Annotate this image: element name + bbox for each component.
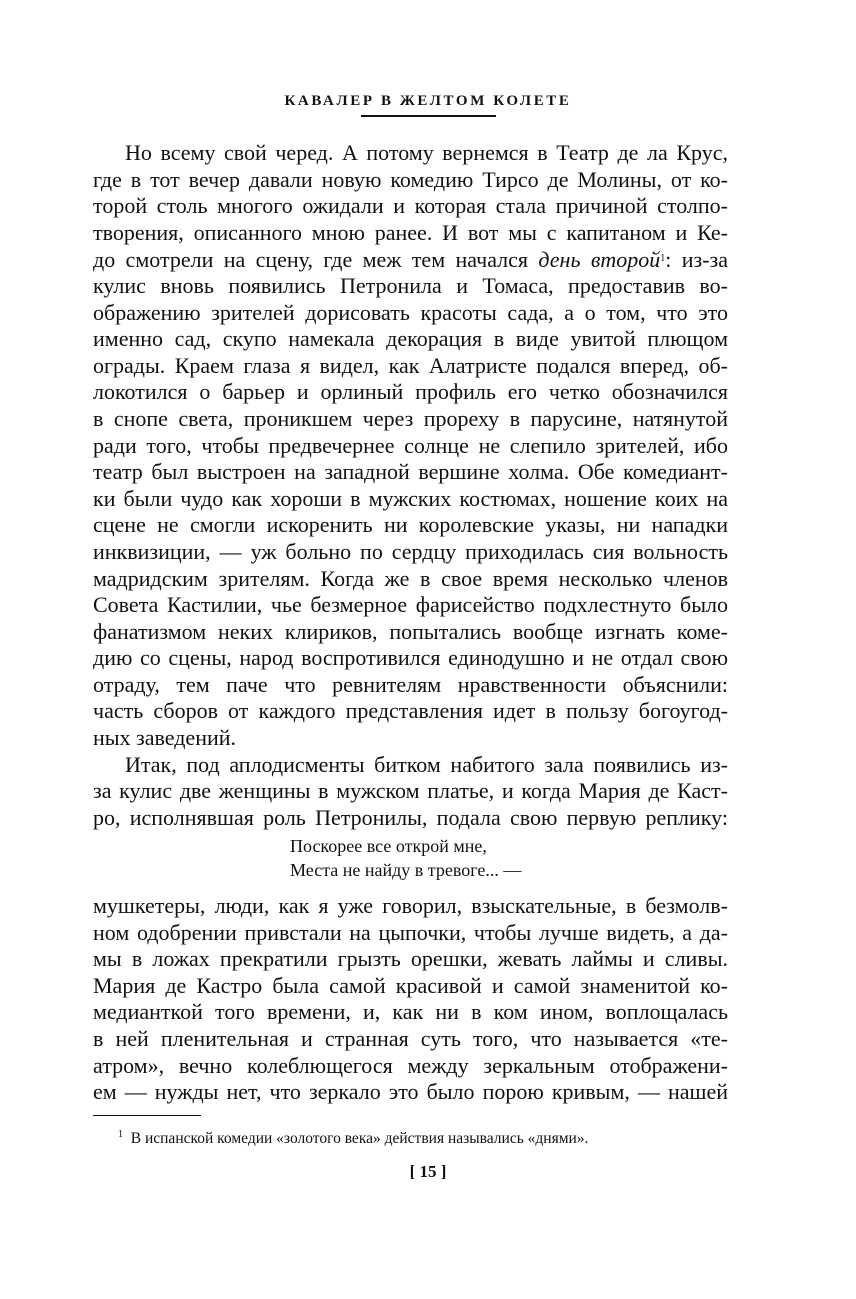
text-line: ро, исполнявшая роль Петронилы, подала свою первую реплику: [93, 804, 728, 830]
text-line: часть сборов от каждого представления идет в пользу богоугод- [93, 698, 728, 724]
text-line: за кулис две женщины в мужском платье, и когда Мария де Каст- [93, 778, 728, 804]
paragraph-2 [93, 752, 728, 832]
text-line: ем — нужды нет, что зеркало это было порою кривым, — нашей [93, 1079, 728, 1105]
text-line: ограды. Краем глаза я видел, как Алатристе подался вперед, об- [93, 352, 728, 378]
footnote-rule [93, 1115, 201, 1116]
footnote-text: В испанской комедии «золотого века» действия назывались «днями». [130, 1130, 589, 1147]
text-line: мушкетеры, люди, как я уже говорил, взыскательные, в безмолв- [93, 893, 728, 918]
text-line: медианткой того времени, и, как ни в ком ином, воплощалась [93, 999, 728, 1025]
text-line: ради того, чтобы предвечернее солнце не слепило зрителей, ибо [93, 432, 728, 458]
paragraph-3 [93, 893, 728, 1106]
italic-phrase: день второй [538, 247, 661, 273]
text-line: ных заведений. [93, 725, 237, 751]
running-header-title: КАВАЛЕР В ЖЕЛТОМ КОЛЕТЕ [284, 93, 572, 109]
text-line: Совета Кастилии, чье безмерное фарисейство подхлестнуто было [93, 592, 728, 618]
text-line: Итак, под аплодисменты битком набитого зала появились из- [125, 751, 728, 777]
text-line: в снопе света, проникшем через прореху в парусине, натянутой [93, 405, 728, 431]
footnote [118, 1125, 588, 1149]
text-line: фанатизмом неких клириков, попытались вообще изгнать коме- [93, 618, 728, 644]
page-number: [ 15 ] [409, 1162, 447, 1181]
text-line: сцене не смогли искоренить ни королевские указы, ни нападки [93, 512, 728, 538]
running-header [0, 90, 856, 117]
text-line: Мария де Кастро была самой красивой и самой знаменитой ко- [93, 972, 728, 998]
text-line-with-footnote [93, 246, 728, 273]
text-line: кулис вновь появились Петронила и Томаса, предоставив во- [93, 272, 728, 298]
line-segment: до смотрели на сцену, где меж тем начался [93, 247, 539, 273]
text-line: в ней пленительная и странная суть того, что называется «те- [93, 1025, 728, 1051]
paragraph-1 [93, 140, 728, 752]
text-line: локотился о барьер и орлиный профиль его четко обозначился [93, 379, 728, 405]
footnote-reference[interactable]: 1 [660, 253, 666, 265]
text-line: мадридским зрителям. Когда же в свое время несколько членов [93, 565, 728, 591]
text-line: ки были чудо как хороши в мужских костюмах, ношение коих на [93, 485, 728, 511]
text-line: театр был выстроен на западной вершине холма. Обе комедиант- [93, 459, 728, 485]
text-line: именно сад, скупо намекала декорация в виде увитой плющом [93, 326, 728, 352]
text-line: творения, описанного мною ранее. И вот мы с капитаном и Ке- [93, 219, 728, 245]
header-rule [361, 115, 496, 117]
main-text [93, 140, 728, 831]
text-line: торой столь многого ожидали и которая стала причиной столпо- [93, 193, 728, 219]
text-line: атром», вечно колеблющегося между зеркальным отображени- [93, 1052, 728, 1078]
text-line: ображению зрителей дорисовать красоты сада, а о том, что это [93, 299, 728, 325]
verse-quote [290, 834, 521, 882]
text-line: Но всему свой черед. А потому вернемся в Театр де ла Крус, [125, 140, 728, 165]
text-line: ном одобрении привстали на цыпочки, чтобы лучше видеть, а да- [93, 919, 728, 945]
text-line: инквизиции, — уж больно по сердцу приходилась сия вольность [93, 538, 728, 564]
text-line: отраду, тем паче что ревнителям нравственности объяснили: [93, 671, 728, 697]
text-line: где в тот вечер давали новую комедию Тирсо де Молины, от ко- [93, 166, 728, 192]
verse-line: Места не найду в тревоге... — [290, 860, 522, 880]
text-line: дию со сцены, народ воспротивился единодушно и не отдал свою [93, 645, 728, 671]
text-line: мы в ложах прекратили грызть орешки, жевать лаймы и сливы. [93, 946, 728, 972]
verse-line: Поскорее все открой мне, [290, 836, 487, 856]
line-segment: : из-за [665, 247, 728, 273]
footnote-marker: 1 [118, 1129, 123, 1140]
